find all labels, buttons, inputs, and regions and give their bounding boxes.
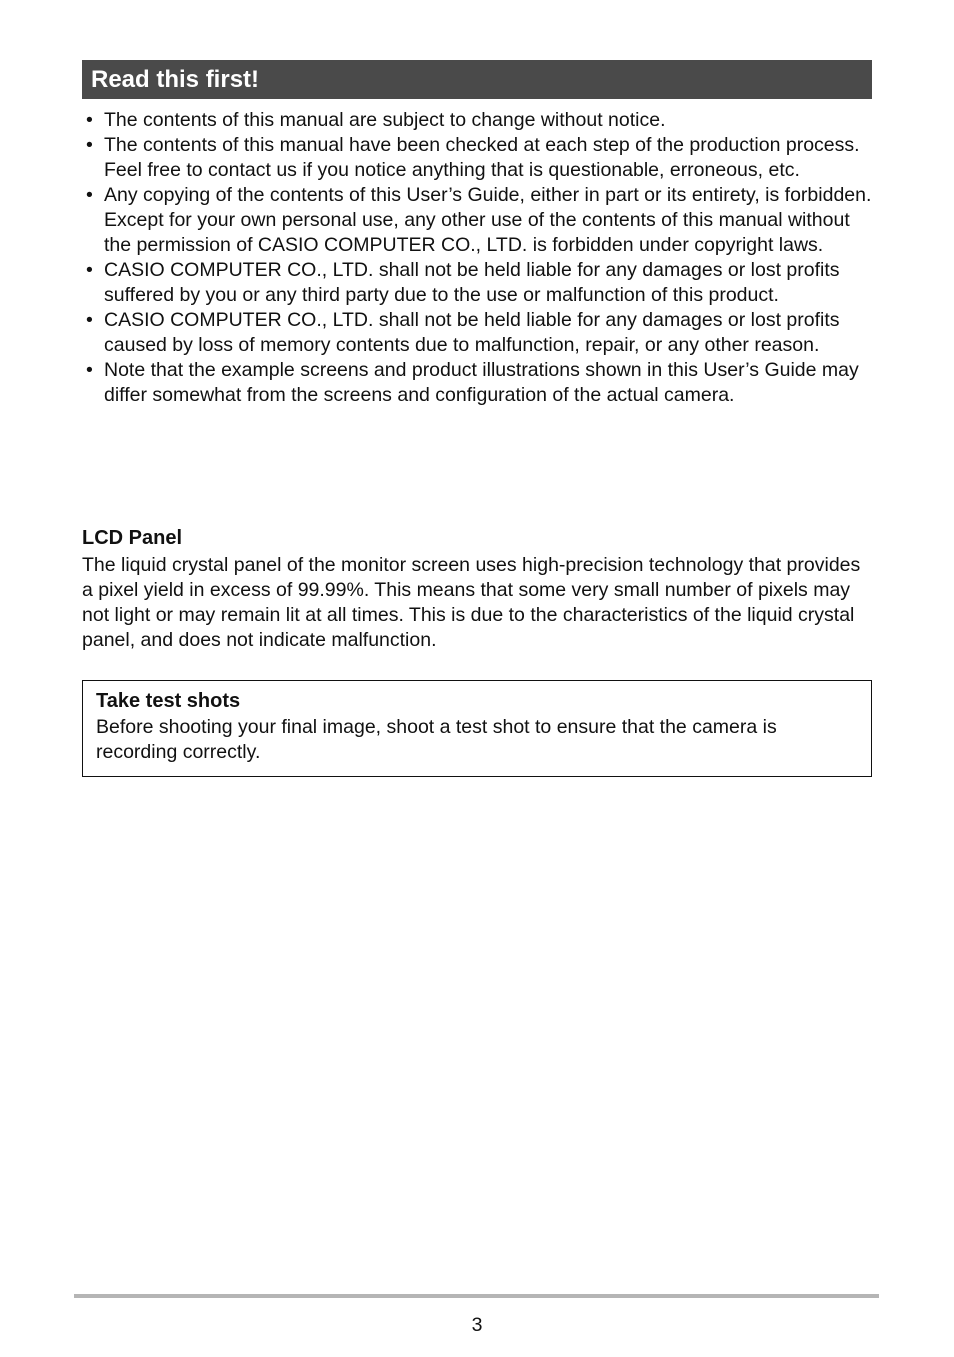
list-item [82, 258, 872, 308]
footer-divider [74, 1294, 879, 1298]
list-item [82, 358, 872, 408]
bullet-icon: • [86, 259, 93, 281]
list-item [82, 308, 872, 358]
notice-text: Any copying of the contents of this User’s Guide, either in part or its entirety, is forbidden. Except for your own personal use, any other use of the contents of this manual without the permission of CASIO COMPUTER CO., LTD. is forbidden under copyright laws. [104, 184, 872, 256]
bullet-icon: • [86, 109, 93, 131]
test-shots-heading: Take test shots [96, 690, 241, 712]
list-item [82, 133, 872, 183]
bullet-icon: • [86, 184, 93, 206]
test-shots-notice-box [82, 680, 872, 777]
section-header [82, 60, 872, 99]
notice-text: The contents of this manual have been checked at each step of the production process. Feel free to contact us if you notice anything that is questionable, erroneous, etc. [104, 134, 860, 181]
bullet-icon: • [86, 359, 93, 381]
list-item [82, 108, 872, 133]
lcd-panel-heading: LCD Panel [82, 527, 183, 549]
test-shots-paragraph: Before shooting your final image, shoot a test shot to ensure that the camera is recording correctly. [96, 716, 777, 763]
notice-text: CASIO COMPUTER CO., LTD. shall not be held liable for any damages or lost profits suffered by you or any third party due to the use or malfunction of this product. [104, 259, 840, 306]
notice-text: CASIO COMPUTER CO., LTD. shall not be held liable for any damages or lost profits caused by loss of memory contents due to malfunction, repair, or any other reason. [104, 309, 840, 356]
page-number: 3 [471, 1314, 483, 1336]
notice-text: Note that the example screens and product illustrations shown in this User’s Guide may differ somewhat from the screens and configuration of the actual camera. [104, 359, 859, 406]
list-item [82, 183, 872, 258]
notice-list [82, 108, 872, 408]
bullet-icon: • [86, 134, 93, 156]
section-title: Read this first! [91, 66, 260, 93]
notice-text: The contents of this manual are subject to change without notice. [104, 109, 666, 131]
lcd-panel-paragraph: The liquid crystal panel of the monitor screen uses high-precision technology that provides a pixel yield in excess of 99.99%. This means that some very small number of pixels may not light or may remain lit at all times. This is due to the characteristics of the liquid crystal panel, and does not indicate malfunction. [82, 554, 861, 651]
bullet-icon: • [86, 309, 93, 331]
